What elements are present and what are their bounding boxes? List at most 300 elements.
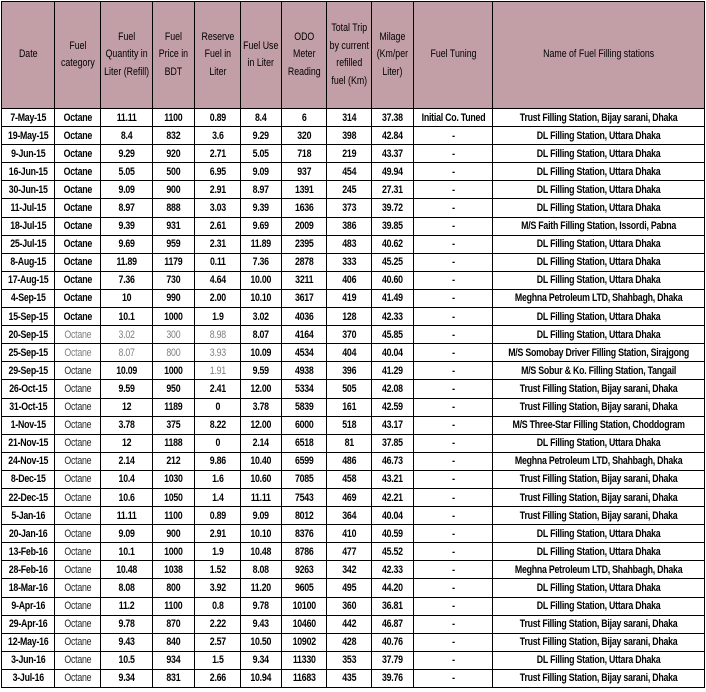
cell-fuel-price [153,507,195,525]
cell-text: 4036 [294,310,314,323]
cell-text: 10 [121,292,132,305]
cell-text: 7-May-15 [10,111,46,124]
cell-fuel-category [55,669,101,687]
cell-fuel-use [241,253,282,271]
cell-text: 505 [342,382,356,395]
cell-text: 10902 [292,636,316,649]
cell-text: 1179 [164,256,183,269]
cell-text: - [451,419,455,432]
cell-reserve-fuel [195,543,241,561]
cell-fuel-category [55,579,101,597]
cell-fuel-quantity [101,127,153,145]
cell-text: 42.21 [382,491,403,504]
cell-filling-station [493,271,705,289]
cell-fuel-category [55,380,101,398]
cell-milage [372,669,414,687]
cell-filling-station [493,362,705,380]
cell-text: 831 [166,672,181,685]
cell-date [2,362,55,380]
cell-fuel-price [153,326,195,344]
cell-fuel-price [153,398,195,416]
cell-text: 419 [342,292,356,305]
cell-date [2,181,55,199]
cell-fuel-quantity [101,109,153,127]
cell-text: 12-May-16 [7,636,49,649]
cell-reserve-fuel [195,380,241,398]
cell-text: 11683 [292,672,316,685]
cell-text: M/S Sobur & Ko. Filling Station, Tangail [521,364,676,377]
cell-total-trip [327,579,372,597]
cell-text: 4.64 [209,274,226,287]
cell-text: Octane [64,437,91,450]
cell-text: 435 [342,672,356,685]
cell-text: 800 [166,581,181,594]
cell-reserve-fuel [195,507,241,525]
table-row [2,289,705,307]
table-row [2,181,705,199]
cell-milage [372,217,414,235]
cell-text: 10.00 [250,274,272,287]
cell-date [2,434,55,452]
header-label: Name of Fuel Filling stations [542,48,655,61]
cell-text: 1.6 [211,473,224,486]
cell-reserve-fuel [195,597,241,615]
cell-total-trip [327,344,372,362]
cell-fuel-category [55,452,101,470]
cell-text: 404 [342,346,356,359]
header-fuel-quantity [101,2,153,109]
cell-fuel-quantity [101,669,153,687]
table-row [2,488,705,506]
cell-text: 518 [342,419,356,432]
cell-text: DL Filling Station, Uttara Dhaka [536,527,661,540]
cell-milage [372,163,414,181]
cell-text: 40.60 [382,274,403,287]
cell-total-trip [327,525,372,543]
cell-text: 2.14 [252,437,270,450]
cell-fuel-use [241,199,282,217]
cell-odo-reading [282,669,327,687]
cell-total-trip [327,308,372,326]
cell-text: - [451,618,455,631]
cell-fuel-use [241,127,282,145]
cell-text: 9.78 [252,600,270,613]
cell-odo-reading [282,651,327,669]
cell-text: 6599 [294,455,314,468]
cell-text: 3.02 [118,328,135,341]
cell-text: 3.6 [211,129,224,142]
cell-milage [372,380,414,398]
cell-text: Octane [64,581,91,594]
table-row [2,633,705,651]
cell-filling-station [493,543,705,561]
cell-fuel-tuning [414,308,493,326]
cell-reserve-fuel [195,289,241,307]
cell-total-trip [327,163,372,181]
header-odo-reading [282,2,327,109]
cell-text: Trust Filling Station, Bijay sarani, Dhaka [519,473,678,486]
cell-fuel-quantity [101,452,153,470]
table-row [2,434,705,452]
cell-fuel-price [153,181,195,199]
cell-date [2,561,55,579]
cell-text: 342 [342,563,356,576]
cell-text: - [451,220,455,233]
cell-text: 15-Sep-15 [8,310,48,323]
cell-fuel-price [153,615,195,633]
cell-text: DL Filling Station, Uttara Dhaka [536,600,661,613]
cell-text: 8.22 [209,419,226,432]
cell-text: 2009 [294,220,314,233]
table-row [2,507,705,525]
cell-text: 212 [166,455,181,468]
cell-milage [372,452,414,470]
cell-filling-station [493,561,705,579]
cell-fuel-quantity [101,181,153,199]
cell-fuel-use [241,651,282,669]
cell-text: Octane [64,364,91,377]
cell-filling-station [493,289,705,307]
cell-fuel-use [241,669,282,687]
cell-text: 3.92 [209,581,226,594]
cell-text: 39.85 [382,220,403,233]
cell-text: 5334 [294,382,314,395]
cell-fuel-category [55,525,101,543]
cell-fuel-quantity [101,308,153,326]
cell-text: 10.5 [118,654,135,667]
cell-text: 11.2 [118,600,135,613]
cell-fuel-price [153,289,195,307]
cell-text: 360 [342,600,356,613]
cell-fuel-tuning [414,525,493,543]
cell-filling-station [493,452,705,470]
cell-text: DL Filling Station, Uttara Dhaka [536,545,661,558]
cell-fuel-category [55,163,101,181]
cell-text: 21-Nov-15 [8,437,48,450]
cell-fuel-quantity [101,434,153,452]
cell-text: 19-May-15 [7,129,49,142]
header-fuel-price [153,2,195,109]
cell-text: Octane [63,256,92,269]
cell-text: 990 [166,292,181,305]
cell-text: 10.94 [250,672,272,685]
cell-text: - [451,147,455,160]
cell-fuel-quantity [101,597,153,615]
cell-fuel-category [55,235,101,253]
cell-total-trip [327,416,372,434]
cell-text: - [451,274,455,287]
cell-text: DL Filling Station, Uttara Dhaka [536,202,661,215]
cell-text: 10.50 [250,636,272,649]
cell-text: Initial Co. Tuned [421,111,485,124]
cell-text: Octane [64,527,91,540]
cell-reserve-fuel [195,561,241,579]
cell-milage [372,145,414,163]
cell-text: 9.69 [118,238,135,251]
cell-total-trip [327,597,372,615]
table-row [2,235,705,253]
cell-fuel-price [153,651,195,669]
cell-reserve-fuel [195,326,241,344]
cell-milage [372,525,414,543]
cell-fuel-tuning [414,507,493,525]
cell-text: - [451,654,455,667]
cell-text: 9.09 [118,183,135,196]
cell-text: 477 [342,545,356,558]
cell-text: DL Filling Station, Uttara Dhaka [536,129,661,142]
cell-filling-station [493,380,705,398]
cell-text: 26-Oct-15 [9,382,47,395]
cell-text: 0 [215,401,220,414]
cell-text: Octane [64,636,91,649]
cell-text: 11.89 [250,238,272,251]
cell-text: 1188 [164,437,183,450]
cell-filling-station [493,145,705,163]
cell-text: 931 [166,220,181,233]
cell-reserve-fuel [195,470,241,488]
cell-text: Trust Filling Station, Bijay sarani, Dhaka [519,111,678,124]
cell-text: 6 [301,111,307,124]
cell-text: 9-Apr-16 [11,600,45,613]
cell-fuel-category [55,271,101,289]
cell-text: 18-Jul-15 [10,220,46,233]
table-row [2,543,705,561]
cell-text: 7543 [294,491,314,504]
cell-filling-station [493,398,705,416]
cell-fuel-tuning [414,109,493,127]
cell-total-trip [327,488,372,506]
cell-text: Octane [64,328,91,341]
cell-fuel-use [241,525,282,543]
cell-text: 454 [342,165,356,178]
cell-text: 483 [342,238,356,251]
cell-fuel-category [55,434,101,452]
cell-text: 28-Feb-16 [8,563,48,576]
cell-text: DL Filling Station, Uttara Dhaka [536,274,661,287]
cell-reserve-fuel [195,271,241,289]
cell-text: 40.59 [382,527,403,540]
cell-text: 9.59 [118,382,135,395]
cell-fuel-tuning [414,543,493,561]
cell-fuel-price [153,633,195,651]
cell-text: 29-Apr-16 [8,618,48,631]
cell-odo-reading [282,109,327,127]
cell-text: 11.11 [116,111,137,124]
cell-text: Octane [64,654,91,667]
cell-reserve-fuel [195,398,241,416]
cell-text: Octane [64,618,91,631]
cell-text: 11330 [292,654,316,667]
cell-text: 4534 [294,346,314,359]
cell-text: 9263 [294,563,314,576]
cell-fuel-price [153,561,195,579]
cell-fuel-tuning [414,597,493,615]
cell-fuel-category [55,308,101,326]
cell-text: 2.31 [209,238,226,251]
cell-text: 40.76 [382,636,403,649]
cell-text: 950 [166,382,181,395]
cell-text: 900 [166,527,181,540]
cell-fuel-category [55,109,101,127]
cell-date [2,525,55,543]
cell-text: 40.04 [382,509,403,522]
cell-text: 2.22 [209,618,226,631]
cell-text: 45.25 [382,256,403,269]
cell-text: 9.78 [118,618,135,631]
cell-fuel-tuning [414,488,493,506]
table-row [2,145,705,163]
cell-text: 20-Sep-15 [8,328,48,341]
cell-fuel-category [55,181,101,199]
cell-fuel-use [241,145,282,163]
cell-odo-reading [282,127,327,145]
cell-text: Trust Filling Station, Bijay sarani, Dhaka [519,491,678,504]
cell-fuel-price [153,488,195,506]
cell-reserve-fuel [195,452,241,470]
cell-text: 43.17 [382,419,403,432]
header-milage [372,2,414,109]
cell-odo-reading [282,488,327,506]
header-date [2,2,55,109]
cell-text: 11.11 [251,491,271,504]
cell-fuel-tuning [414,253,493,271]
cell-text: 42.59 [382,401,403,414]
table-row [2,615,705,633]
cell-text: 353 [342,654,356,667]
cell-odo-reading [282,615,327,633]
cell-fuel-price [153,127,195,145]
header-label: Date [18,48,38,61]
cell-fuel-use [241,163,282,181]
cell-fuel-price [153,109,195,127]
cell-text: 3.78 [252,401,270,414]
cell-fuel-use [241,181,282,199]
cell-milage [372,253,414,271]
cell-text: 10.1 [118,545,135,558]
cell-total-trip [327,434,372,452]
cell-text: 934 [166,654,181,667]
cell-fuel-use [241,398,282,416]
cell-filling-station [493,579,705,597]
cell-text: Octane [64,401,91,414]
cell-text: 959 [166,238,181,251]
cell-fuel-quantity [101,344,153,362]
cell-filling-station [493,308,705,326]
cell-text: 46.87 [382,618,403,631]
cell-fuel-tuning [414,633,493,651]
cell-milage [372,344,414,362]
cell-date [2,597,55,615]
cell-text: - [451,256,455,269]
cell-text: Meghna Petroleum LTD, Shahbagh, Dhaka [514,455,683,468]
cell-text: 45.85 [382,328,403,341]
cell-text: 1030 [164,473,183,486]
cell-date [2,344,55,362]
cell-text: 22-Dec-15 [8,491,48,504]
cell-reserve-fuel [195,525,241,543]
cell-text: 42.33 [382,563,403,576]
cell-text: Octane [64,473,91,486]
header-label: ODO Meter Reading [287,30,321,78]
cell-fuel-price [153,543,195,561]
cell-odo-reading [282,253,327,271]
cell-text: Octane [63,292,92,305]
cell-text: 1.9 [211,545,224,558]
cell-text: 10.4 [118,473,135,486]
cell-odo-reading [282,470,327,488]
cell-fuel-quantity [101,253,153,271]
cell-milage [372,326,414,344]
cell-fuel-quantity [101,651,153,669]
cell-text: 314 [342,111,356,124]
cell-milage [372,181,414,199]
cell-text: 3.78 [118,419,135,432]
cell-fuel-price [153,271,195,289]
cell-odo-reading [282,579,327,597]
cell-total-trip [327,326,372,344]
cell-milage [372,199,414,217]
cell-text: - [451,202,455,215]
cell-fuel-tuning [414,326,493,344]
header-fuel-category [55,2,101,109]
cell-fuel-category [55,651,101,669]
cell-fuel-price [153,416,195,434]
cell-fuel-use [241,615,282,633]
cell-fuel-price [153,525,195,543]
cell-text: 12 [121,401,132,414]
cell-fuel-price [153,253,195,271]
cell-fuel-tuning [414,669,493,687]
cell-text: 1.91 [209,364,226,377]
cell-text: DL Filling Station, Uttara Dhaka [536,256,661,269]
cell-fuel-category [55,199,101,217]
cell-text: 6.95 [209,165,226,178]
cell-text: 25-Sep-15 [8,346,48,359]
cell-text: M/S Somobay Driver Filling Station, Sirajgong [508,346,689,359]
cell-fuel-tuning [414,561,493,579]
cell-text: M/S Faith Filling Station, Issordi, Pabna [521,220,676,233]
cell-text: 41.29 [382,364,403,377]
cell-milage [372,308,414,326]
cell-milage [372,416,414,434]
cell-text: 37.85 [382,437,403,450]
cell-text: 920 [166,147,181,160]
cell-text: 43.37 [382,147,403,160]
cell-filling-station [493,525,705,543]
cell-text: 364 [342,509,356,522]
cell-date [2,127,55,145]
cell-date [2,507,55,525]
cell-text: 2878 [294,256,314,269]
cell-fuel-category [55,543,101,561]
cell-text: 3617 [294,292,314,305]
cell-text: - [451,563,455,576]
cell-fuel-category [55,561,101,579]
cell-fuel-tuning [414,398,493,416]
cell-fuel-price [153,199,195,217]
cell-odo-reading [282,199,327,217]
cell-total-trip [327,253,372,271]
cell-total-trip [327,543,372,561]
cell-text: 5.05 [252,147,270,160]
cell-text: 8.08 [118,581,135,594]
cell-milage [372,235,414,253]
cell-odo-reading [282,181,327,199]
cell-text: DL Filling Station, Uttara Dhaka [536,437,661,450]
fuel-log-table [1,1,705,688]
cell-fuel-use [241,271,282,289]
cell-text: 0 [215,437,220,450]
